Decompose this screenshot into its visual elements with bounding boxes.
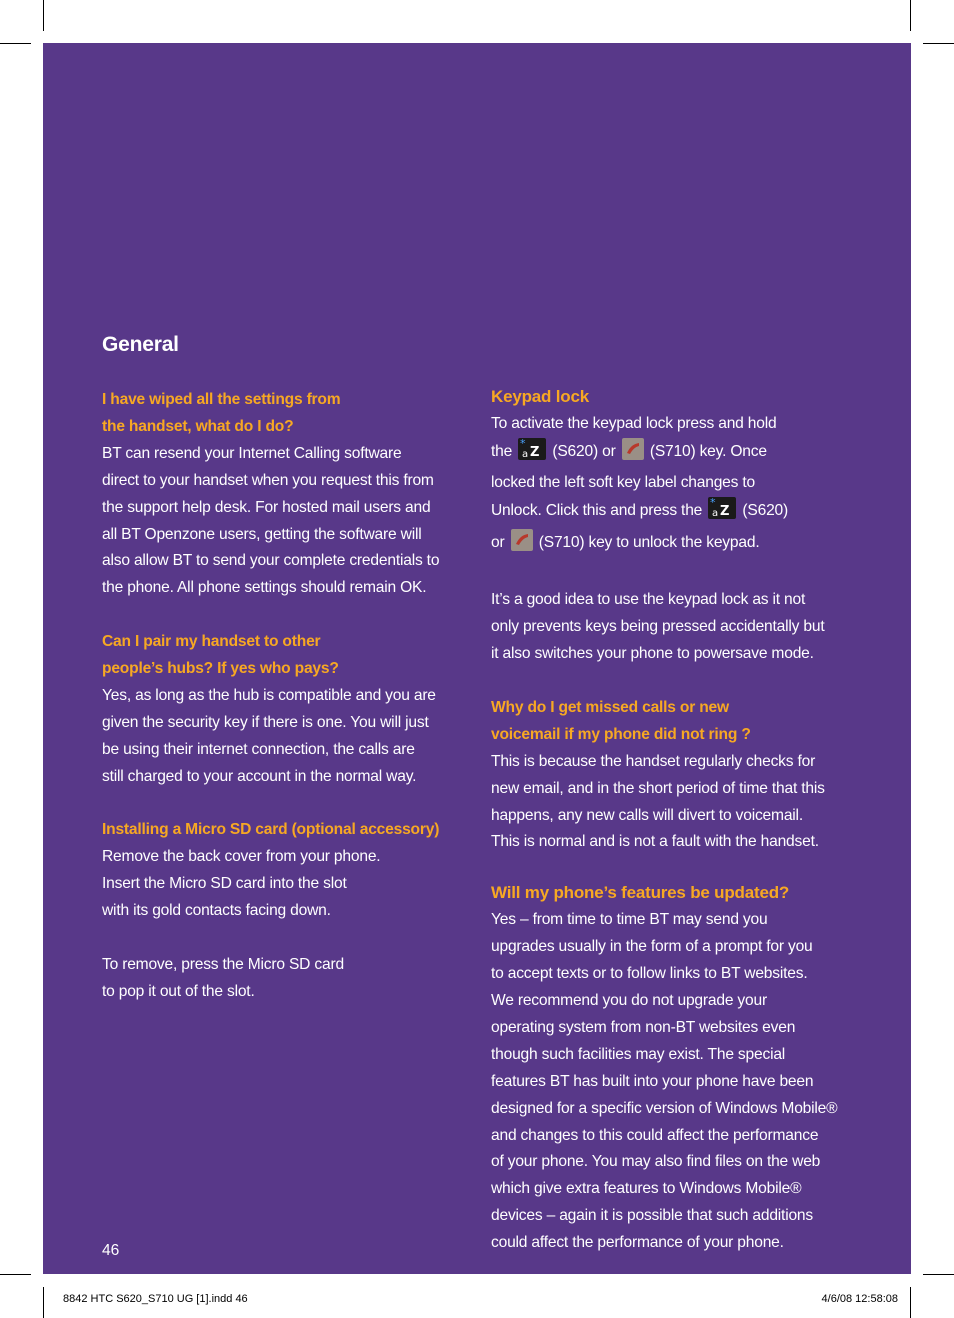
phone-handset-icon xyxy=(622,438,644,470)
question-heading: Can I pair my handset to other xyxy=(102,633,321,651)
answer-line: only prevents keys being pressed accidentally but xyxy=(491,618,825,636)
answer-line: We recommend you do not upgrade your xyxy=(491,992,767,1009)
answer-line: new email, and in the short period of time that this xyxy=(491,779,825,797)
answer-line: though such facilities may exist. The special xyxy=(491,1045,786,1063)
answer-line: upgrades usually in the form of a prompt for you xyxy=(491,938,813,956)
question-heading: Installing a Micro SD card (optional accessory) xyxy=(102,821,440,839)
answer-line: still charged to your account in the normal way. xyxy=(102,767,417,785)
page-number: 46 xyxy=(102,1242,120,1259)
crop-mark xyxy=(910,1287,911,1318)
answer-line: could affect the performance of your phone. xyxy=(491,1234,784,1252)
answer-line: to pop it out of the slot. xyxy=(102,982,255,1000)
answer-line: It’s a good idea to use the keypad lock as it not xyxy=(491,591,806,609)
answer-line: the phone. All phone settings should remain OK. xyxy=(102,579,427,597)
question-heading: the handset, what do I do? xyxy=(102,417,294,435)
phone-handset-icon xyxy=(511,529,533,561)
answer-line: or (S710) key to unlock the keypad. xyxy=(491,529,891,561)
crop-mark xyxy=(0,43,31,44)
question-heading: voicemail if my phone did not ring ? xyxy=(491,725,751,743)
answer-line: with its gold contacts facing down. xyxy=(102,902,331,920)
section-title: General xyxy=(102,333,179,356)
answer-line: To remove, press the Micro SD card xyxy=(102,955,344,973)
question-heading: people’s hubs? If yes who pays? xyxy=(102,660,339,678)
answer-line: Insert the Micro SD card into the slot xyxy=(102,875,347,893)
svg-text:Z: Z xyxy=(530,444,540,460)
answer-line: Unlock. Click this and press the * a Z (S620) xyxy=(491,497,891,529)
answer-line: also allow BT to send your complete credentials to xyxy=(102,552,440,570)
answer-line: the support help desk. For hosted mail users and xyxy=(102,498,431,516)
answer-line: To activate the keypad lock press and hold xyxy=(491,414,777,432)
crop-mark xyxy=(43,0,44,31)
right-column xyxy=(491,384,891,1257)
keylock-star-az-icon xyxy=(518,438,546,470)
answer-line: the * a Z (S620) or (S710) key. Once xyxy=(491,438,891,470)
svg-text:a: a xyxy=(522,448,529,460)
answer-line: it also switches your phone to powersave mode. xyxy=(491,645,814,663)
answer-line: all BT Openzone users, getting the software will xyxy=(102,525,422,543)
updates-heading: Will my phone’s features be updated? xyxy=(491,883,790,903)
crop-mark xyxy=(923,43,954,44)
answer-line: features BT has built into your phone have been xyxy=(491,1072,814,1090)
answer-line: Yes, as long as the hub is compatible and you are xyxy=(102,686,436,704)
answer-line: devices – again it is possible that such additions xyxy=(491,1207,813,1225)
answer-line: This is normal and is not a fault with the handset. xyxy=(491,833,819,851)
answer-line: locked the left soft key label changes to xyxy=(491,473,755,491)
answer-line: BT can resend your Internet Calling software xyxy=(102,444,402,462)
answer-line: Yes – from time to time BT may send you xyxy=(491,911,768,929)
print-timestamp: 4/6/08 12:58:08 xyxy=(821,1293,898,1305)
left-column xyxy=(102,387,474,1006)
answer-line: be using their internet connection, the calls are xyxy=(102,740,415,758)
keylock-star-az-icon xyxy=(708,497,736,529)
svg-text:*: * xyxy=(520,437,526,450)
answer-line: given the security key if there is one. You will just xyxy=(102,713,429,731)
answer-line: Remove the back cover from your phone. xyxy=(102,848,381,866)
answer-line: designed for a specific version of Windows Mobile® xyxy=(491,1099,838,1117)
crop-mark xyxy=(910,0,911,31)
answer-line: This is because the handset regularly checks for xyxy=(491,752,816,770)
question-heading: I have wiped all the settings from xyxy=(102,391,341,408)
svg-text:Z: Z xyxy=(720,503,730,519)
answer-line: and changes to this could affect the performance xyxy=(491,1126,819,1144)
file-slug: 8842 HTC S620_S710 UG [1].indd 46 xyxy=(63,1293,248,1305)
answer-line: operating system from non-BT websites even xyxy=(491,1018,796,1036)
answer-line: of your phone. You may also find files on the web xyxy=(491,1153,821,1171)
answer-line: to accept texts or to follow links to BT websites. xyxy=(491,965,808,983)
answer-line: direct to your handset when you request this from xyxy=(102,471,434,489)
crop-mark xyxy=(0,1274,31,1275)
keypad-lock-heading: Keypad lock xyxy=(491,387,589,406)
manual-page xyxy=(43,43,911,1274)
crop-mark xyxy=(43,1287,44,1318)
svg-text:a: a xyxy=(712,507,719,519)
answer-line: happens, any new calls will divert to voicemail. xyxy=(491,806,803,824)
answer-line: which give extra features to Windows Mobile® xyxy=(491,1180,802,1198)
question-heading: Why do I get missed calls or new xyxy=(491,698,729,716)
crop-mark xyxy=(923,1274,954,1275)
svg-text:*: * xyxy=(710,496,716,509)
